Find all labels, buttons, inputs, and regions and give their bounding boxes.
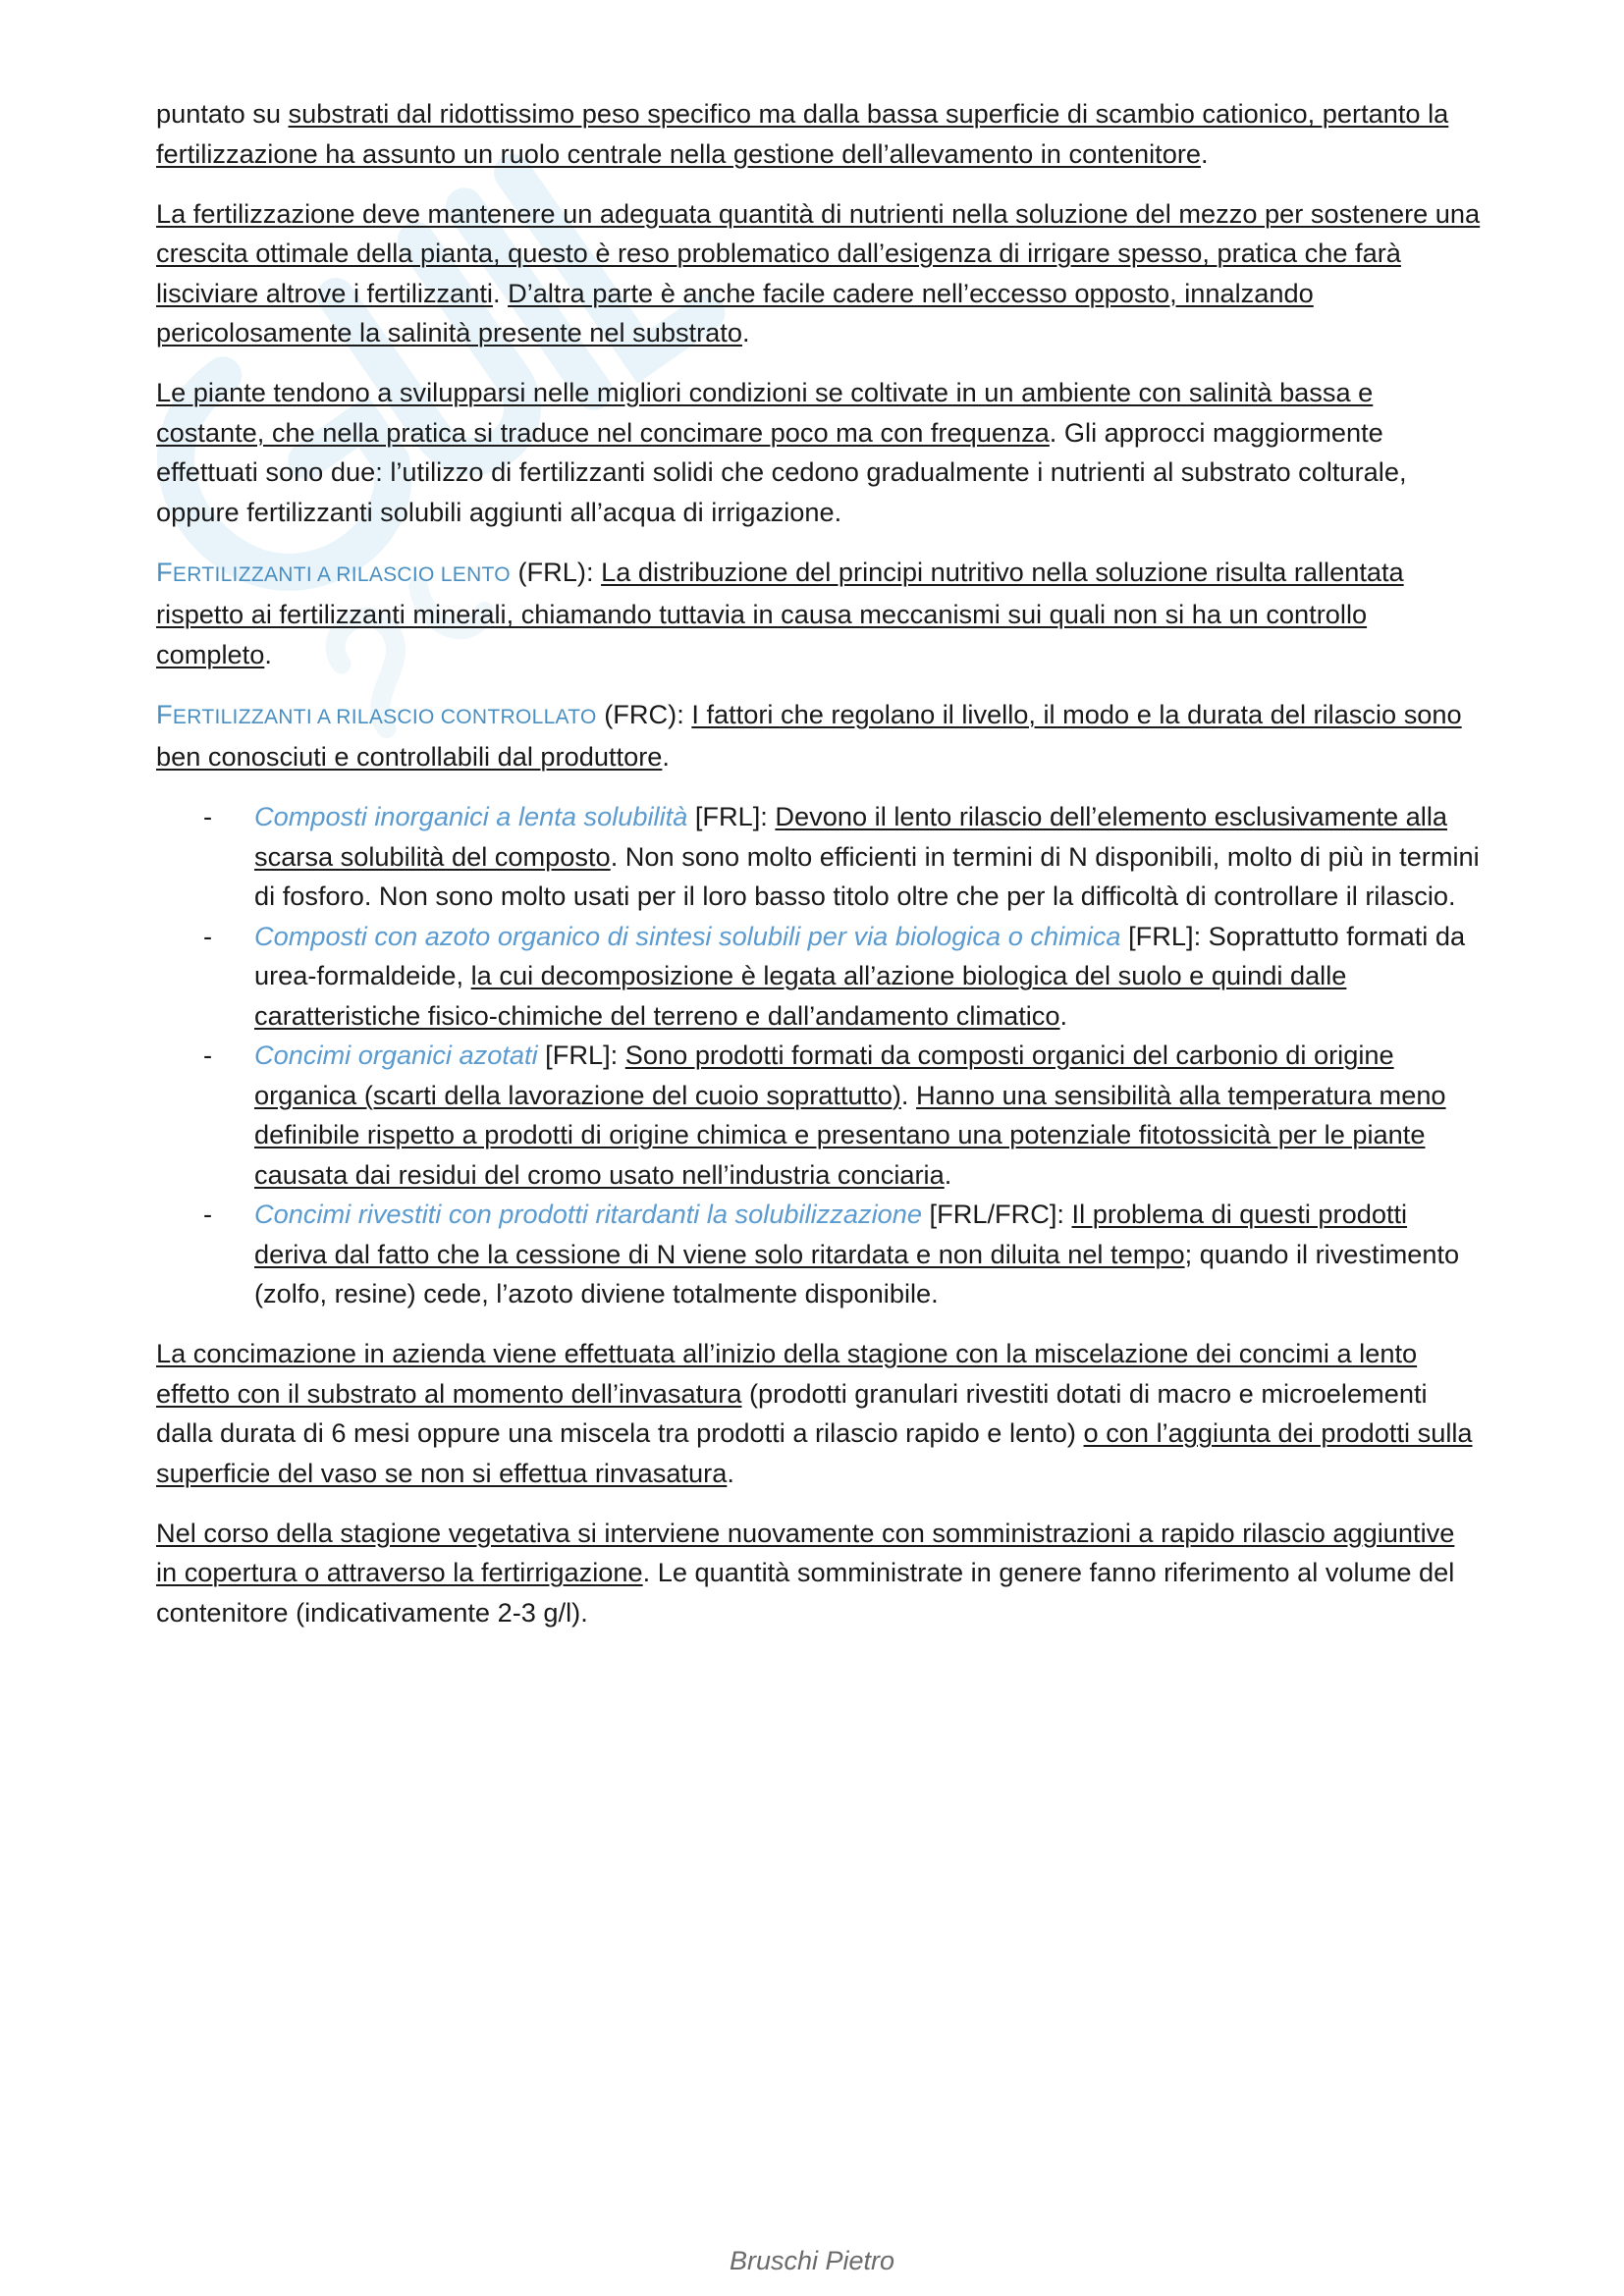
list-item-term: Concimi organici azotati — [254, 1040, 538, 1070]
list-item-term: Composti con azoto organico di sintesi solubili per via biologica o chimica — [254, 920, 1121, 951]
text: . — [741, 317, 750, 347]
text: . — [264, 638, 272, 669]
text: (prodotti granulari rivestiti dotati di macro e microelementi dalla durata di 6 mesi oppure una miscela tra prodotti a rilascio rapido e lento) — [156, 1377, 1428, 1448]
list-item: - Composti inorganici a lenta solubilità [FRL]: Devono il lento rilascio dell’elemento esclusivamente alla scarsa solubilità del composto. Non sono molto efficienti in termini di N disponibili, molto di più in termini di fosforo. Non sono molto usati per il loro basso titolo oltre che per la difficoltà di controllare il rilascio. — [156, 797, 1482, 917]
text: . Le quantità somministrate in genere fanno riferimento al volume del contenitore (indicativamente 2-3 g/l). — [156, 1557, 1455, 1628]
underlined-text: D’altra parte è anche facile cadere nell’eccesso opposto, innalzando pericolosamente la salinità presente nel substrato — [156, 277, 1314, 347]
document-body — [156, 94, 1482, 1653]
paragraph-company-fertilization — [156, 1334, 1482, 1493]
underlined-text: substrati dal ridottissimo peso specifico ma dalla bassa superficie di scambio cationico, pertanto la fertilizzazione ha assunto un ruolo centrale nella gestione dell’allevamento in contenitore — [156, 98, 1449, 169]
text: . — [662, 741, 670, 772]
text: (FRC): — [596, 698, 692, 729]
page-footer-author: Bruschi Pietro — [729, 2246, 895, 2275]
paragraph-substrates — [156, 94, 1482, 174]
text: . — [1201, 137, 1209, 169]
list-item: - Concimi rivestiti con prodotti ritardanti la solubilizzazione [FRL/FRC]: Il problema di questi prodotti deriva dal fatto che la cessione di N viene solo ritardata e non diluita nel tempo; quando il rivestimento (zolfo, resine) cede, l’azoto diviene totalmente disponibile. — [156, 1195, 1482, 1314]
list-item: - Composti con azoto organico di sintesi solubili per via biologica o chimica [FRL]: Soprattutto formati da urea-formaldeide, la cui decomposizione è legata all’azione biologica del suolo e quindi dalle caratteristiche fisico-chimiche del terreno e dall’andamento climatico. — [156, 917, 1482, 1037]
paragraph-frc — [156, 695, 1482, 777]
text: (FRL): — [510, 556, 602, 587]
paragraph-salinity — [156, 373, 1482, 532]
paragraph-frl — [156, 553, 1482, 675]
underlined-text: o con l’aggiunta dei prodotti sulla superficie del vaso se non si effettua rinvasatura — [156, 1417, 1473, 1488]
fertilizer-types-list — [156, 797, 1482, 1314]
underlined-text: Nel corso della stagione vegetativa si interviene nuovamente con somministrazioni a rapido rilascio aggiuntive in copertura o attraverso la fertirrigazione — [156, 1517, 1455, 1587]
underlined-text: La fertilizzazione deve mantenere un adeguata quantità di nutrienti nella soluzione del mezzo per sostenere una crescita ottimale della pianta, questo è reso problematico dall’esigenza di irrigare spesso, pratica che farà lisciviare altrove i fertilizzanti — [156, 197, 1481, 308]
list-item: - Concimi organici azotati [FRL]: Sono prodotti formati da composti organici del carbonio di origine organica (scarti della lavorazione del cuoio soprattutto). Hanno una sensibilità alla temperatura meno definibile rispetto a prodotti di origine chimica e presentano una potenziale fitotossicità per le piante causata dai residui del cromo usato nell’industria conciaria. — [156, 1036, 1482, 1195]
section-heading-frl: FERTILIZZANTI A RILASCIO LENTO — [156, 556, 511, 587]
underlined-text: La concimazione in azienda viene effettuata all’inizio della stagione con la miscelazione dei concimi a lento effetto con il substrato al momento dell’invasatura — [156, 1338, 1418, 1409]
list-item-term: Concimi rivestiti con prodotti ritardanti la solubilizzazione — [254, 1199, 922, 1229]
text: puntato su — [156, 98, 289, 129]
text: . Gli approcci maggiormente effettuati sono due: l’utilizzo di fertilizzanti solidi che cedono gradualmente i nutrienti al substrato colturale, oppure fertilizzanti solubili aggiunti all’acqua di irrigazione. — [156, 416, 1407, 527]
text: . — [492, 277, 509, 308]
section-heading-frc: FERTILIZZANTI A RILASCIO CONTROLLATO — [156, 698, 597, 729]
text: . — [727, 1457, 734, 1488]
underlined-text: Le piante tendono a svilupparsi nelle migliori condizioni se coltivate in un ambiente con salinità bassa e costante, che nella pratica si traduce nel concimare poco ma con frequenza — [156, 377, 1374, 448]
list-item-term: Composti inorganici a lenta solubilità — [254, 801, 688, 831]
paragraph-fertilization — [156, 194, 1482, 353]
underlined-text: La distribuzione del principi nutritivo nella soluzione risulta rallentata rispetto ai fertilizzanti minerali, chiamando tuttavia in causa meccanismi sui quali non si ha un controllo completo — [156, 556, 1404, 669]
underlined-text: I fattori che regolano il livello, il modo e la durata del rilascio sono ben conosciuti e controllabili dal produttore — [156, 698, 1462, 772]
paragraph-vegetative-season — [156, 1514, 1482, 1633]
